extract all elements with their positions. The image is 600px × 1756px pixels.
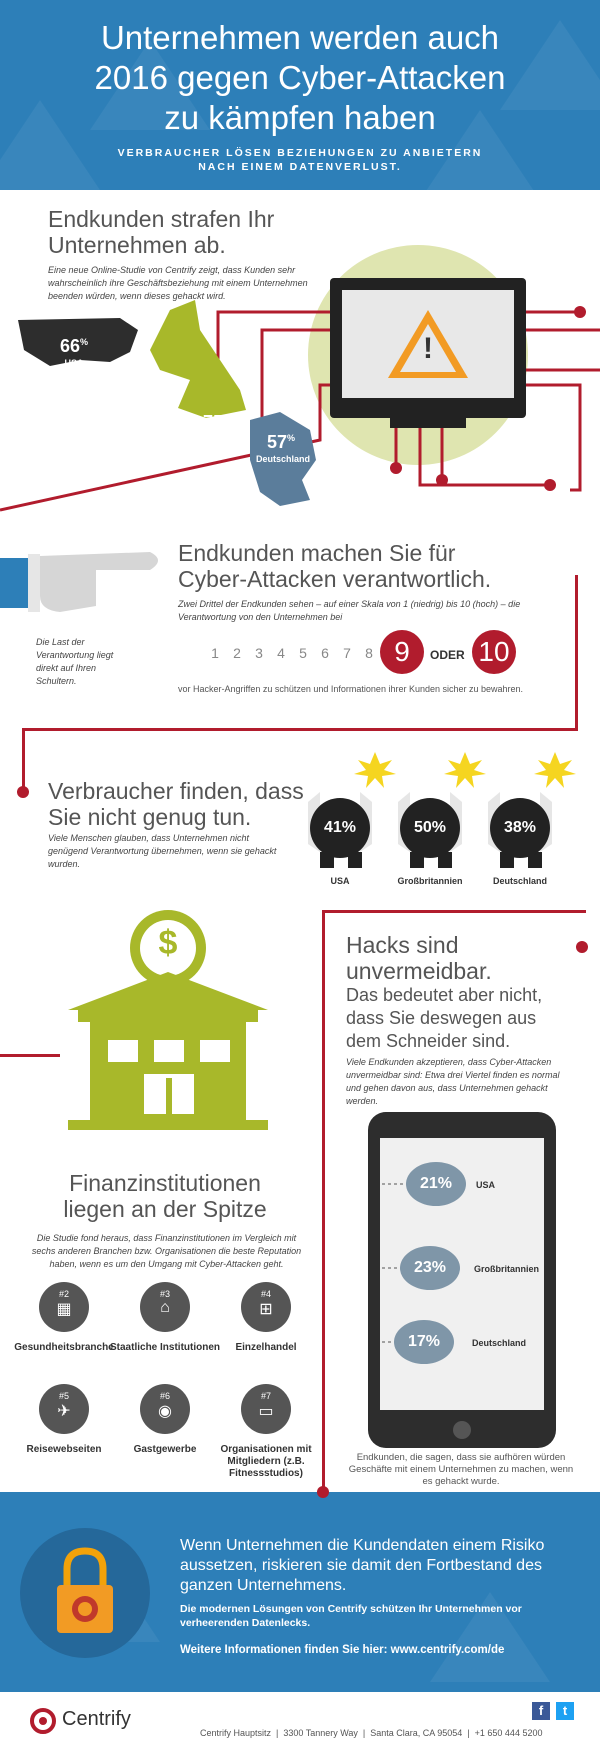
rating-scale: 1 2 3 4 5 6 7 8 [211, 645, 373, 661]
section3-text: Viele Menschen glauben, dass Unternehmen nicht genügend Verantwortung übernehmen, wenn sie gehackt wurden. [48, 833, 277, 869]
bug-usa: 21% [406, 1162, 466, 1206]
bomb-de: 38% [490, 798, 550, 858]
bug-de-label: Deutschland [472, 1338, 527, 1348]
padlock-icon [55, 1545, 115, 1641]
section5-caption: Endkunden, die sagen, dass sie aufhören würden Geschäfte mit einem Unternehmen zu machen, wenn es gehackt wurde. [348, 1452, 574, 1487]
footer-address: Centrify Hauptsitz | 3300 Tannery Way | Santa Clara, CA 95054 | +1 650 444 5200 [200, 1728, 543, 1738]
bomb-uk: 50% [400, 798, 460, 858]
section1-text: Eine neue Online-Studie von Centrify zeigt, dass Kunden sehr wahrscheinlich ihre Geschäftsbeziehung mit einem Unternehmen beenden würden, wenn dieses gehackt wird. [48, 265, 308, 301]
rating-nine: 9 [380, 630, 424, 674]
section4-title: Finanzinstitutionen liegen an der Spitze [63, 1170, 267, 1222]
bug-uk-label: Großbritannien [474, 1264, 539, 1274]
maps-graphic [10, 300, 330, 520]
de-label: Deutschland [255, 454, 310, 464]
de-percent: 57% [266, 432, 296, 452]
connector-line [322, 910, 586, 913]
more-info-link[interactable]: Weitere Informationen finden Sie hier: www.centrify.com/de [180, 1644, 505, 1656]
section4-text: Die Studie fond heraus, dass Finanzinstitutionen im Vergleich mit sechs anderen Branchen bzw. Organisationen die beste Reputation haben, wenn es um den Umgang mit Cyber-Attacken geht. [31, 1233, 302, 1269]
uk-percent: 75% [202, 412, 232, 432]
section3-title: Verbraucher finden, dass Sie nicht genug tun. [48, 778, 304, 830]
bomb-de-label: Deutschland [492, 876, 547, 886]
section5-subtitle: Das bedeutet aber nicht, dass Sie deswegen aus dem Schneider sind. [346, 985, 543, 1051]
rating-ten: 10 [472, 630, 516, 674]
industry-label: Reisewebseiten [26, 1444, 102, 1455]
twitter-icon[interactable]: t [556, 1702, 574, 1720]
side-note: Die Last der Verantwortung liegt direkt auf Ihren Schultern. [36, 637, 114, 686]
centrify-logo-icon [28, 1706, 58, 1736]
section5-title: Hacks sind unvermeidbar. [346, 932, 492, 984]
industry-icon: #2 ▦ [39, 1282, 89, 1332]
footer-bold-text: Die modernen Lösungen von Centrify schützen Ihr Unternehmen vor verheerenden Datenlecks. [180, 1603, 522, 1629]
connector-dot [17, 786, 29, 798]
section2-text: Zwei Drittel der Endkunden sehen – auf einer Skala von 1 (niedrig) bis 10 (hoch) – die Verantwortung von den Unternehmen bei [178, 599, 521, 622]
usa-percent: 66% [59, 336, 89, 356]
industry-label: Organisationen mit Mitgliedern (z.B. Fitnessstudios) [220, 1444, 312, 1479]
dollar-icon: $ [158, 924, 178, 962]
section1-title: Endkunden strafen Ihr Unternehmen ab. [48, 206, 275, 258]
industry-label: Staatliche Institutionen [110, 1342, 221, 1353]
bomb-uk-label: Großbritannien [397, 876, 463, 886]
connector-line [322, 910, 325, 1488]
page-title: Unternehmen werden auch 2016 gegen Cyber-Attacken zu kämpfen haben [94, 19, 506, 136]
oder-label: ODER [430, 648, 465, 662]
industry-label: Gesundheitsbranche [14, 1342, 114, 1353]
uk-label: Großbritannien [183, 434, 249, 444]
connector-line [22, 728, 578, 731]
header-banner [0, 0, 600, 190]
centrify-logo-text: Centrify [62, 1708, 131, 1730]
usa-label: USA [64, 358, 84, 368]
connector-dot [317, 1486, 329, 1498]
footer-headline: Wenn Unternehmen die Kundendaten einem Risiko aussetzen, riskieren sie damit den Fortbestand des ganzen Unternehmens. [180, 1537, 545, 1594]
industry-label: Einzelhandel [235, 1342, 297, 1353]
connector-line [0, 1054, 60, 1057]
industry-icon: #5 ✈ [39, 1384, 89, 1434]
connector-line [575, 575, 578, 730]
section2-title: Endkunden machen Sie für Cyber-Attacken verantwortlich. [178, 540, 492, 592]
industry-icon: #3 ⌂ [140, 1282, 190, 1332]
industry-icon: #7 ▭ [241, 1384, 291, 1434]
smartphone-graphic [368, 1112, 556, 1448]
pointing-hand-icon [0, 536, 180, 626]
uk-map [150, 300, 246, 418]
warning-icon: ! [423, 332, 433, 365]
industry-label: Gastgewerbe [133, 1444, 197, 1455]
bug-uk: 23% [400, 1246, 460, 1290]
industry-icon: #4 ⊞ [241, 1282, 291, 1332]
spark-icons [354, 752, 576, 788]
bug-de: 17% [394, 1320, 454, 1364]
connector-dot [576, 941, 588, 953]
section2-bottom-text: vor Hacker-Angriffen zu schützen und Informationen ihrer Kunden sicher zu bewahren. [178, 684, 524, 694]
bomb-usa-label: USA [330, 876, 350, 886]
connector-line [22, 728, 25, 788]
facebook-icon[interactable]: f [532, 1702, 550, 1720]
section5-text: Viele Endkunden akzeptieren, dass Cyber-Attacken unvermeidbar sind: Etwa drei Viertel finden es normal und gehen davon aus, dass Unternehmen gehackt werden. [346, 1057, 560, 1106]
bug-usa-label: USA [476, 1180, 496, 1190]
industry-icon: #6 ◉ [140, 1384, 190, 1434]
bomb-usa: 41% [310, 798, 370, 858]
page-subtitle: VERBRAUCHER LÖSEN BEZIEHUNGEN ZU ANBIETERN NACH EINEM DATENVERLUST. [117, 147, 483, 173]
